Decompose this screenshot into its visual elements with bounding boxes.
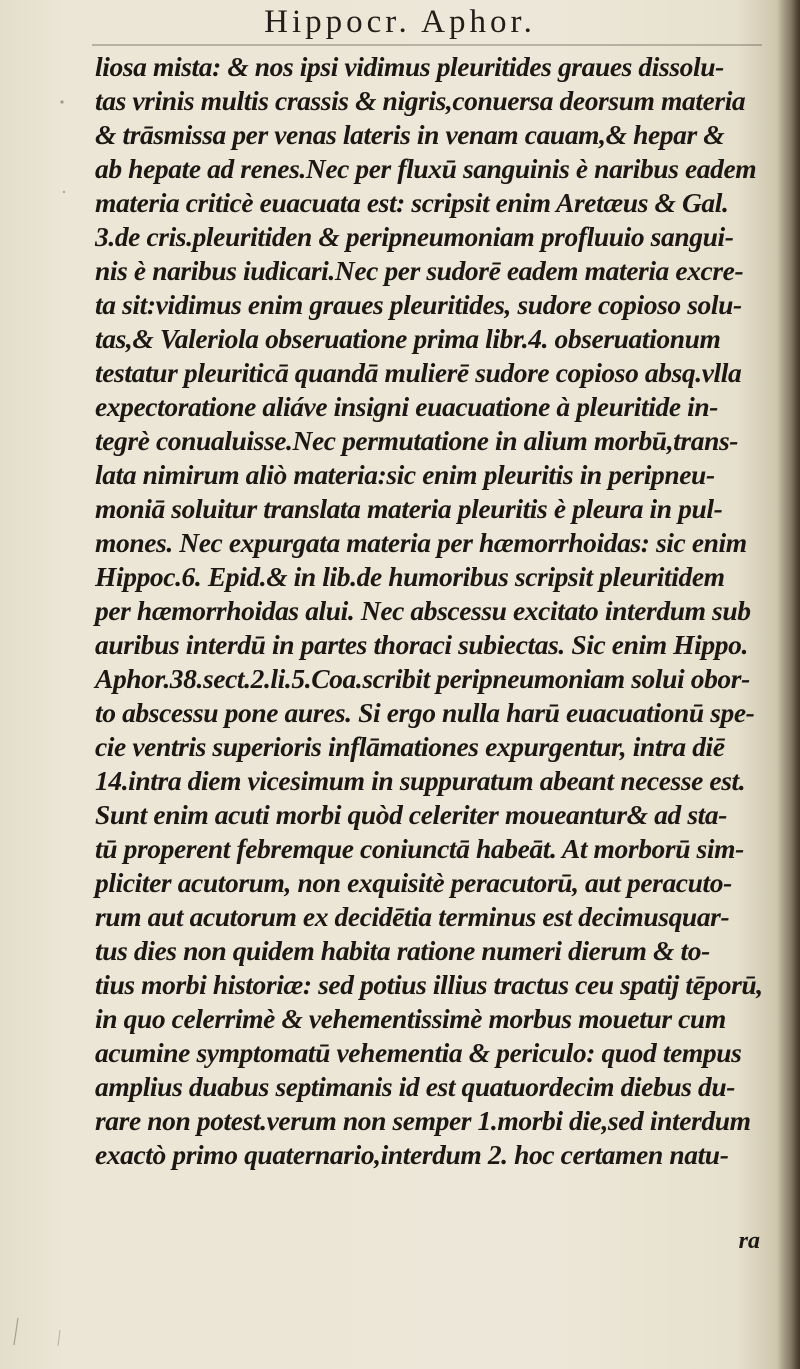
- text-line: tus dies non quidem habita ratione numeri dierum & to-: [95, 935, 710, 966]
- text-line: cie ventris superioris inflāmationes expurgentur, intra diē: [95, 731, 725, 762]
- text-line: to abscessu pone aures. Si ergo nulla harū euacuationū spe-: [95, 697, 755, 728]
- text-line: Aphor.38.sect.2.li.5.Coa.scribit peripneumoniam solui obor-: [95, 663, 750, 694]
- text-line: nis è naribus iudicari.Nec per sudorē eadem materia excre-: [95, 255, 744, 286]
- text-line: 14.intra diem vicesimum in suppuratum abeant necesse est.: [95, 765, 746, 796]
- text-line: materia criticè euacuata est: scripsit enim Aretæus & Gal.: [95, 187, 729, 218]
- text-line: rare non potest.verum non semper 1.morbi die,sed interdum: [95, 1105, 751, 1136]
- text-line: amplius duabus septimanis id est quatuordecim diebus du-: [95, 1071, 736, 1102]
- text-line: moniā soluitur translata materia pleuritis è pleura in pul-: [95, 493, 723, 524]
- text-line: in quo celerrimè & vehementissimè morbus mouetur cum: [95, 1003, 726, 1034]
- text-line: mones. Nec expurgata materia per hæmorrhoidas: sic enim: [95, 527, 747, 558]
- text-line: ta sit:vidimus enim graues pleuritides, sudore copioso solu-: [95, 289, 742, 320]
- text-line: testatur pleuriticā quandā mulierē sudore copioso absq.vlla: [95, 357, 742, 388]
- text-line: Hippoc.6. Epid.& in lib.de humoribus scripsit pleuritidem: [95, 561, 725, 592]
- text-line: tius morbi historiæ: sed potius illius tractus ceu spatij tēporū,: [95, 969, 763, 1000]
- catchword: ra: [738, 1228, 760, 1254]
- text-line: lata nimirum aliò materia:sic enim pleuritis in peripneu-: [95, 459, 715, 490]
- text-line: per hæmorrhoidas alui. Nec abscessu excitato interdum sub: [95, 595, 751, 626]
- text-line: expectoratione aliáve insigni euacuatione à pleuritide in-: [95, 391, 719, 422]
- text-line: tegrè conualuisse.Nec permutatione in alium morbū,trans-: [95, 425, 739, 456]
- text-line: tas,& Valeriola obseruatione prima libr.4. obseruationum: [95, 323, 721, 354]
- text-line: 3.de cris.pleuritiden & peripneumoniam profluuio sangui-: [95, 221, 734, 252]
- text-line: tū properent febremque coniunctā habeāt. At morborū sim-: [95, 833, 744, 864]
- text-line: pliciter acutorum, non exquisitè peracutorū, aut peracuto-: [95, 867, 732, 898]
- body-text: [95, 50, 791, 1172]
- text-line: liosa mista: & nos ipsi vidimus pleuritides graues dissolu-: [95, 51, 724, 82]
- text-line: ab hepate ad renes.Nec per fluxū sanguinis è naribus eadem: [95, 153, 757, 184]
- text-line: & trāsmissa per venas lateris in venam cauam,& hepar &: [95, 119, 725, 150]
- text-line: tas vrinis multis crassis & nigris,conuersa deorsum materia: [95, 85, 746, 116]
- running-header: Hippocr. Aphor.: [264, 4, 536, 40]
- text-line: acumine symptomatū vehementia & periculo: quod tempus: [95, 1037, 742, 1068]
- text-line: rum aut acutorum ex decidētia terminus est decimusquar-: [95, 901, 730, 932]
- text-line: exactò primo quaternario,interdum 2. hoc certamen natu-: [95, 1139, 729, 1170]
- header-rule: [92, 44, 762, 46]
- text-line: Sunt enim acuti morbi quòd celeriter moueantur& ad sta-: [95, 799, 727, 830]
- text-line: auribus interdū in partes thoraci subiectas. Sic enim Hippo.: [95, 629, 748, 660]
